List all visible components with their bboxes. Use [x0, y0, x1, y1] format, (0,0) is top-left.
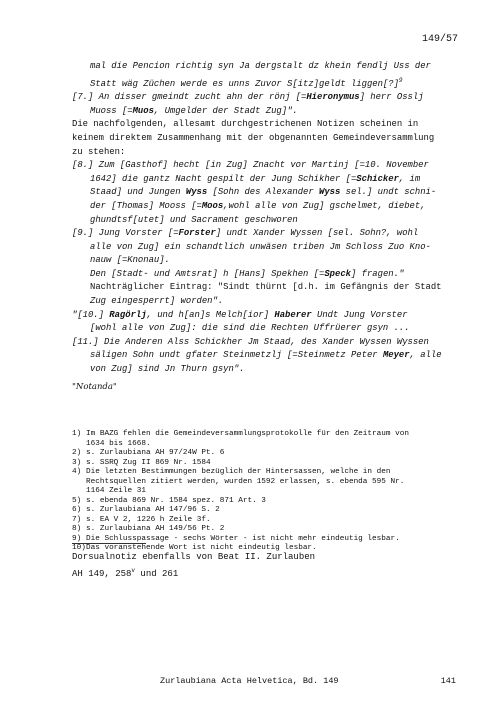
text-span: Muoss [=: [90, 105, 133, 116]
text-span: keinem direktem Zusammenhang mit der obgenannten Gemeindeversammlung: [72, 132, 435, 143]
footnote: [72, 497, 464, 507]
text-span: Statt wäg Züchen werde es unns Zuvor S[itz]geldt liggen[?]: [90, 78, 399, 89]
footnote-number: 4): [72, 468, 82, 476]
text-line: [72, 132, 464, 146]
text-line: [72, 254, 464, 268]
text-span: ] fragen.": [350, 268, 405, 279]
footnote-continuation: 1634 bis 1668.: [86, 439, 151, 448]
text-line: [72, 60, 464, 74]
footnote-number: 8): [72, 525, 82, 533]
text-line: [72, 349, 464, 363]
name-bold: Moos: [201, 200, 224, 211]
text-line: [72, 214, 464, 228]
text-span: zu stehen:: [72, 146, 126, 157]
name-bold: Muos: [132, 105, 154, 116]
name-bold: Haberer: [274, 309, 312, 320]
text-span: alle von Zug] ein schandtlich unwäsen triben Jm Schloss Zuo Kno-: [90, 241, 431, 252]
text-span: Undt Jung Vorster: [311, 309, 408, 320]
dorsal-note-line: [72, 564, 315, 581]
text-span: [7.] An disser gmeindt zucht ahn der rönj [=: [72, 92, 307, 103]
text-span: Staad] und Jungen: [90, 187, 186, 198]
footnote: [72, 525, 464, 535]
text-span: , im: [398, 173, 421, 184]
text-span: mal die Pencion richtig syn Ja dergstalt dz khein fendlj Uss der: [90, 61, 431, 71]
footnote-number: 9): [72, 534, 82, 543]
text-span: säligen Sohn undt gfater Steinmetzlj [=Steinmetz Peter: [90, 350, 383, 361]
footnote-number: 5): [72, 496, 82, 505]
text-span: ] undt Xander Wyssen [sel. Sohn?, wohl: [215, 228, 419, 239]
text-line: [72, 159, 464, 173]
text-line: [72, 227, 464, 241]
text-line: [72, 295, 464, 309]
text-span: ghundtsf[utet] und Sacrament geschworen: [90, 214, 298, 225]
dorsal-note-line: Dorsualnotiz ebenfalls von Beat II. Zurlauben: [72, 552, 316, 562]
footnote-text: Im BAZG fehlen die Gemeindeversammlungsprotokolle für den Zeitraum von: [86, 430, 409, 438]
text-line: [72, 74, 464, 92]
footnote-text: s. Zurlaubiana AH 97/24W Pt. 6: [86, 449, 225, 457]
footnote: [72, 459, 464, 469]
footnote-number: 7): [72, 515, 82, 524]
footnote-text: Die letzten Bestimmungen bezüglich der Hintersassen, welche in den: [86, 468, 391, 476]
name-bold: Schicker: [356, 173, 399, 184]
page-number: 141: [440, 676, 456, 686]
name-bold: Ragörlj: [109, 309, 147, 320]
text-line: [72, 268, 464, 282]
text-span: von Zug] sind Jn Thurn gsyn".: [90, 364, 245, 375]
page-reference: 149/57: [421, 34, 458, 45]
text-span: [Sohn des Alexander: [207, 187, 320, 198]
text-span: Die nachfolgenden, allesamt durchgestrichenen Notizen scheinen in: [72, 119, 419, 130]
journal-title: Zurlaubiana Acta Helvetica, Bd. 149: [160, 676, 339, 686]
text-span: , und h[an]s Melch[ior]: [146, 309, 275, 320]
text-span: Den [Stadt- und Amtsrat] h [Hans] Spekhen [=: [90, 268, 325, 279]
text-span: , alle: [409, 350, 442, 361]
footnote-number: 6): [72, 506, 82, 514]
text-line: [72, 309, 464, 323]
text-span: ,wohl alle von Zug] gschelmet, diebet,: [223, 200, 426, 211]
text-line: [72, 146, 464, 160]
footnote-text: s. Zurlaubiana AH 147/96 S. 2: [86, 506, 220, 514]
dorsal-note: [72, 551, 315, 581]
text-span: [9.] Jung Vorster [=: [72, 228, 179, 239]
footnote-continuation: Rechtsquellen zitiert werden, wurden 1592 erlassen, s. ebenda 595 Nr.: [86, 477, 405, 486]
section-divider: [72, 543, 146, 544]
text-span: 1642] die gantz Nacht gespilt der Jung Schikher [=: [90, 173, 357, 184]
text-line: [72, 118, 464, 132]
text-span: sel.] undt schni-: [340, 187, 437, 198]
text-span: [8.] Zum [Gasthof] hecht [in Zug] Znacht vor Martinj [=10. November: [72, 160, 429, 171]
notanda-note: "Notanda": [72, 381, 117, 392]
footnote-continuation: 1164 Zeile 31: [86, 487, 146, 495]
text-line: [72, 281, 464, 295]
text-line: [72, 91, 464, 105]
text-line: [72, 322, 464, 336]
name-bold: Meyer: [382, 350, 410, 361]
text-span: , Umgelder der Stadt Zug]".: [153, 105, 298, 116]
text-line: [72, 173, 464, 187]
text-span: ] herr Osslj: [359, 92, 424, 103]
name-bold: Forster: [178, 228, 216, 239]
text-line: [72, 200, 464, 214]
name-bold: Speck: [324, 268, 351, 279]
footnote-number: 3): [72, 458, 82, 467]
footnote: [72, 506, 464, 516]
footnote-text: Die Schlusspassage - sechs Wörter - ist nicht mehr eindeutig lesbar.: [86, 534, 400, 543]
text-line: [72, 336, 464, 350]
footnote-text: s. EA V 2, 1226 h Zeile 3f.: [86, 515, 211, 524]
text-span: und 261: [135, 569, 179, 579]
text-span: nauw [=Knonau].: [90, 255, 170, 266]
footnote-number: 1): [72, 430, 82, 438]
text-span: AH 149, 258: [72, 569, 132, 579]
footnote: [72, 468, 464, 478]
transcription-text: [72, 60, 464, 394]
text-span: Zug eingesperrt] worden".: [90, 296, 224, 307]
footnote-number: 10): [72, 544, 86, 552]
text-span: [wohl alle von Zug]: die sind die Rechten Uffrüerer gsyn ...: [90, 323, 410, 334]
footnote-text: s. SSRQ Zug II 869 Nr. 1584: [86, 458, 211, 467]
footnote: [72, 516, 464, 526]
text-span: Nachträglicher Eintrag: "Sindt thürnt [d.h. im Gefängnis der Stadt: [90, 282, 442, 293]
verso-mark: v: [131, 567, 136, 574]
name-bold: Hieronymus: [306, 92, 360, 103]
footnotes: [72, 430, 464, 554]
text-line: [72, 241, 464, 255]
footnote-text: Das voranstehende Wort ist nicht eindeutig lesbar.: [86, 544, 317, 552]
footnote: [72, 430, 464, 440]
footnote-number: 2): [72, 449, 82, 457]
name-bold: Wyss: [319, 187, 341, 198]
name-bold: Wyss: [185, 187, 208, 198]
footnote-text: s. ebenda 869 Nr. 1584 spez. 871 Art. 3: [86, 496, 266, 505]
footnote-text: s. Zurlaubiana AH 149/56 Pt. 2: [86, 525, 225, 533]
text-line: [72, 105, 464, 119]
footnote: [72, 449, 464, 459]
text-line: [72, 363, 464, 377]
footnote-ref: 9: [398, 76, 403, 84]
text-span: "[10.]: [72, 309, 110, 320]
text-span: [11.] Die Anderen Alss Schickher Jm Staad, des Xander Wyssen Wyssen: [72, 336, 429, 347]
text-span: der [Thomas] Mooss [=: [90, 200, 202, 211]
text-line: [72, 186, 464, 200]
